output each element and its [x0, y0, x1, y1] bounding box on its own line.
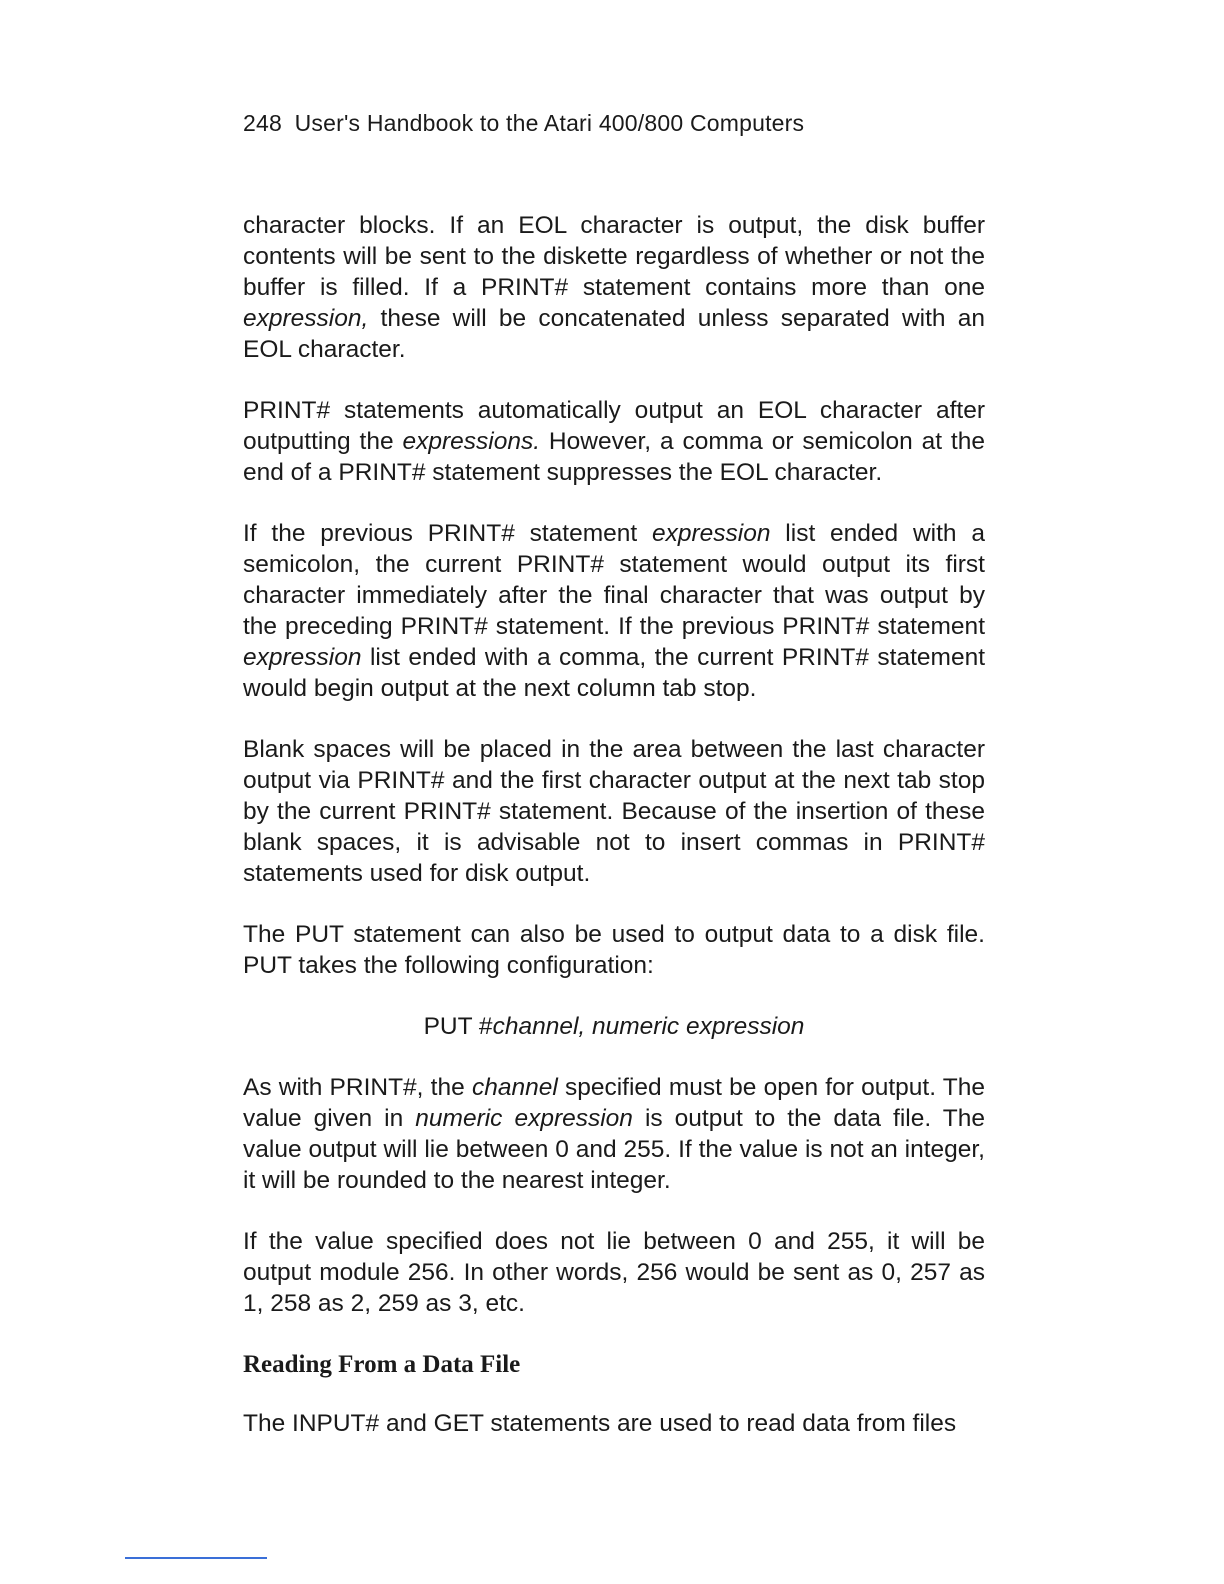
text-run: specified must be open for output. The value given in	[243, 1074, 985, 1132]
italic-term: expressions.	[402, 428, 541, 455]
italic-term: expression	[652, 520, 771, 547]
paragraph-6	[243, 1072, 985, 1196]
book-title: User's Handbook to the Atari 400/800 Computers	[294, 110, 805, 136]
paragraph-8	[243, 1408, 985, 1439]
footer-rule	[125, 1557, 267, 1559]
section-heading: Reading From a Data File	[243, 1351, 521, 1378]
italic-term: numeric expression	[415, 1105, 633, 1132]
paragraph-4	[243, 734, 985, 889]
text-run: is output to the data file. The value output will lie between 0 and 255. If the value is not an integer, it will be rounded to the nearest integer.	[243, 1105, 985, 1194]
running-header	[243, 110, 804, 137]
text-run: However, a comma or semicolon at the end of a PRINT# statement suppresses the EOL character.	[243, 428, 985, 486]
put-syntax	[243, 1011, 985, 1042]
text-run: Blank spaces will be placed in the area between the last character output via PRINT# and the first character output at the next tab stop by the current PRINT# statement. Because of the insertion of these blank spaces, it is advisable not to insert commas in PRINT# statements used for disk output.	[243, 736, 985, 887]
syntax-arg-expression: numeric expression	[585, 1013, 805, 1040]
body-text	[243, 210, 985, 1469]
page-number: 248	[243, 110, 282, 136]
text-run: list ended with a semicolon, the current PRINT# statement would output its first character immediately after the final character that was output by the preceding PRINT# statement. If the previous PRINT# statement	[243, 520, 985, 640]
text-run: If the value specified does not lie between 0 and 255, it will be output module 256. In other words, 256 would be sent as 0, 257 as 1, 258 as 2, 259 as 3, etc.	[243, 1228, 985, 1317]
text-run: The PUT statement can also be used to output data to a disk file. PUT takes the following configuration:	[243, 921, 985, 979]
syntax-keyword: PUT #	[423, 1013, 493, 1040]
paragraph-3	[243, 518, 985, 704]
text-run: As with PRINT#, the	[243, 1074, 472, 1101]
italic-term: expression	[243, 644, 362, 671]
paragraph-7	[243, 1226, 985, 1319]
italic-term: expression,	[243, 305, 369, 332]
paragraph-2	[243, 395, 985, 488]
paragraph-5	[243, 919, 985, 981]
text-run: If the previous PRINT# statement	[243, 520, 653, 547]
syntax-arg-channel: channel,	[492, 1013, 586, 1040]
text-run: list ended with a comma, the current PRINT# statement would begin output at the next column tab stop.	[243, 644, 985, 702]
text-run: The INPUT# and GET statements are used to read data from files	[243, 1410, 957, 1437]
text-run: these will be concatenated unless separated with an EOL character.	[243, 305, 985, 363]
italic-term: channel	[471, 1074, 558, 1101]
text-run: character blocks. If an EOL character is output, the disk buffer contents will be sent to the diskette regardless of whether or not the buffer is filled. If a PRINT# statement contains more than one	[243, 212, 985, 301]
text-run: PRINT# statements automatically output an EOL character after outputting the	[243, 397, 985, 455]
paragraph-1	[243, 210, 985, 365]
